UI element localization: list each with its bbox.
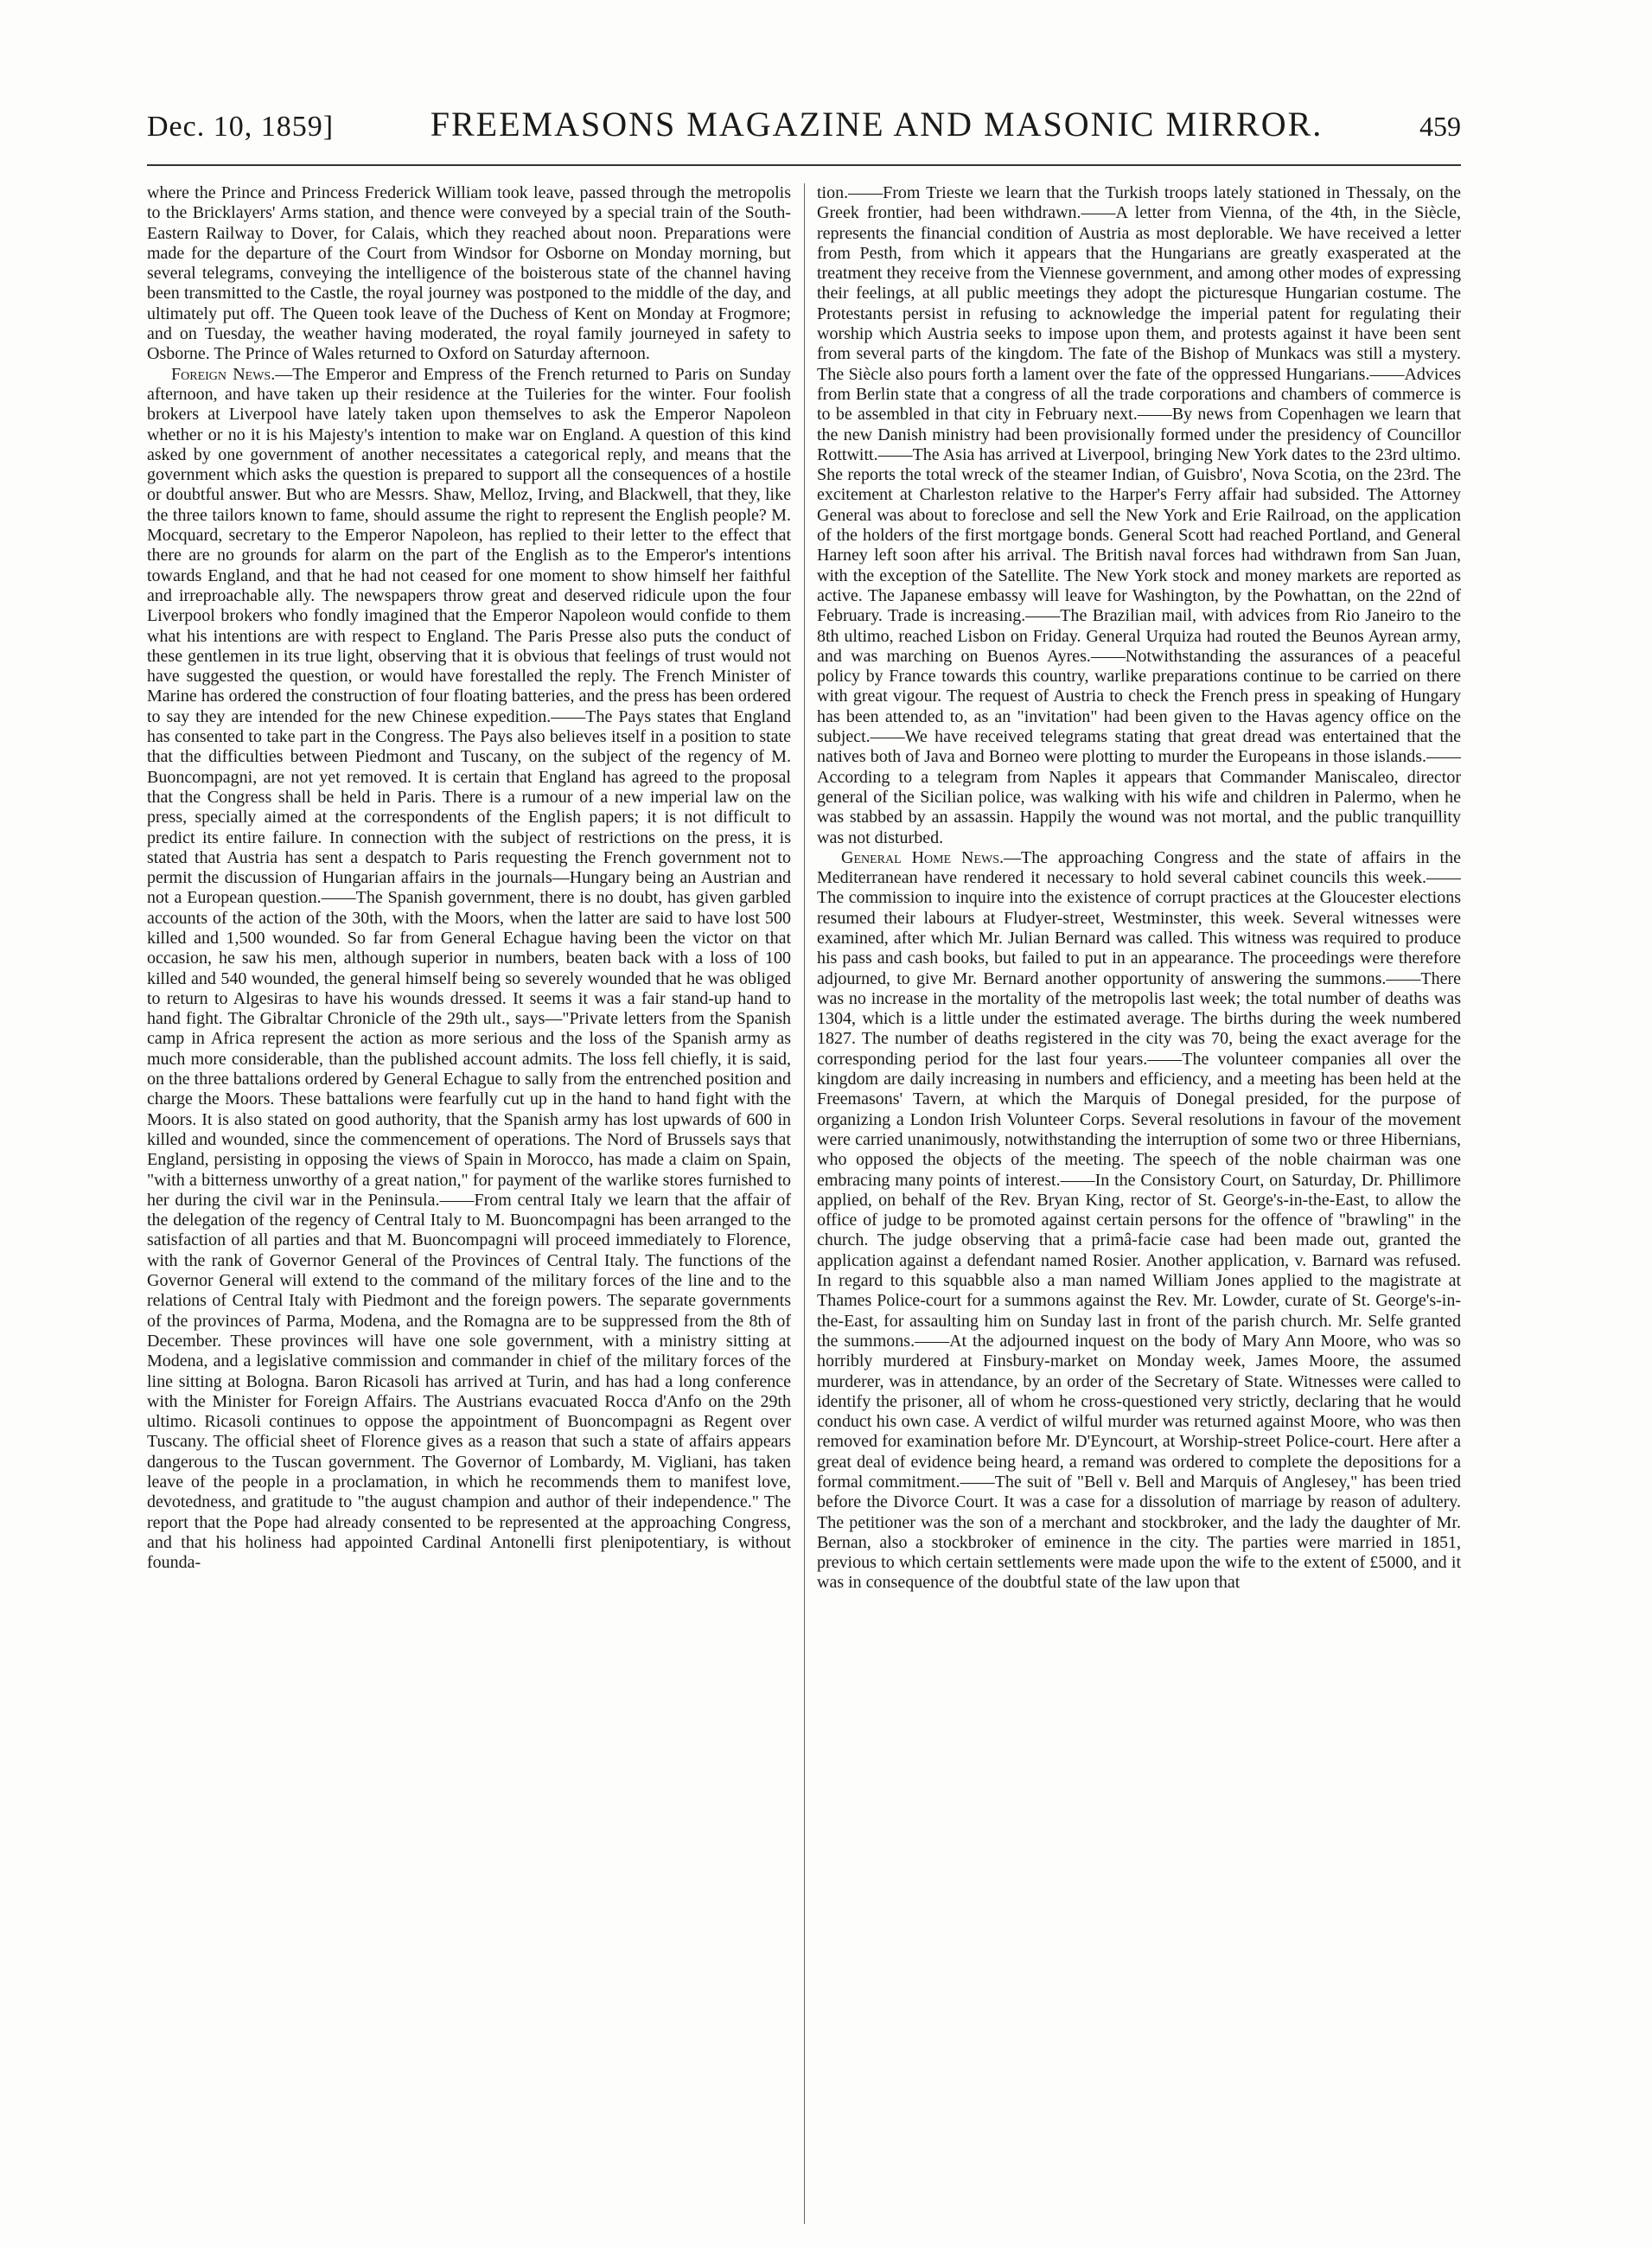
home-news-paragraph <box>817 848 1461 1594</box>
home-news-text: —The approaching Congress and the state of affairs in the Mediterranean have rendered it necessary to hold several cabinet councils this week.——The commission to inquire into the existence of corrupt practices at the Gloucester elections resumed their labours at Fludyer-street, Westminster, this week. Several witnesses were examined, after which Mr. Julian Bernard was called. This witness was required to produce his pass and cash books, but failed to put in an appearance. The proceedings were therefore adjourned, to give Mr. Bernard another opportunity of answering the summons.——There was no increase in the mortality of the metropolis last week; the total number of deaths was 1304, which is a little under the estimated average. The births during the week numbered 1827. The number of deaths registered in the city was 70, being the exact average for the corresponding period for the last four years.——The volunteer companies all over the kingdom are daily increasing in numbers and efficiency, and a meeting has been held at the Freemasons' Tavern, at which the Marquis of Donegal presided, for the purpose of organizing a London Irish Volunteer Corps. Several resolutions in favour of the movement were carried unanimously, notwithstanding the interruption of some two or three Hibernians, who opposed the objects of the meeting. The speech of the noble chairman was one embracing many points of interest.——In the Consistory Court, on Saturday, Dr. Phillimore applied, on behalf of the Rev. Bryan King, rector of St. George's-in-the-East, to allow the office of judge to be promoted against certain persons for the offence of "brawling" in the church. The judge observing that a primâ-facie case had been made out, granted the application against a defendant named Rosier. Another application, v. Barnard was refused. In regard to this squabble also a man named William Jones applied to the magistrate at Thames Police-court for a summons against the Rev. Mr. Lowder, curate of St. George's-in-the-East, for assaulting him on Sunday last in front of the parish church. Mr. Selfe granted the summons.——At the adjourned inquest on the body of Mary Ann Moore, who was so horribly murdered at Finsbury-market on Monday week, James Moore, the assumed murderer, was in attendance, by an order of the Secretary of State. Witnesses were called to identify the prisoner, all of whom he cross-questioned very strictly, declaring that he would conduct his own case. A verdict of wilful murder was returned against Moore, who was then removed for examination before Mr. D'Eyncourt, at Worship-street Police-court. Here after a great deal of evidence being heard, a remand was ordered to complete the depositions for a formal commitment.——The suit of "Bell v. Bell and Marquis of Anglesey," has been tried before the Divorce Court. It was a case for a dissolution of marriage by reason of adultery. The petitioner was the son of a merchant and stockbroker, and the lady the daughter of Mr. Bernan, also a stockbroker of eminence in the city. The parties were married in 1851, previous to which certain settlements were made upon the wife to the extent of £5000, and it was in consequence of the doubtful state of the law upon that <box>817 847 1461 1593</box>
text-columns <box>147 183 1461 2224</box>
home-news-heading: General Home News. <box>841 847 1005 867</box>
court-news-paragraph: where the Prince and Princess Frederick William took leave, passed through the metropolis to the Bricklayers' Arms station, and thence were conveyed by a special train of the South-Eastern Railway to Dover, for Calais, which they reached about noon. Preparations were made for the departure of the Court from Windsor for Osborne on Monday morning, but several telegrams, conveying the intelligence of the boisterous state of the channel having been transmitted to the Castle, the royal journey was postponed to the middle of the day, and ultimately put off. The Queen took leave of the Duchess of Kent on Monday at Frogmore; and on Tuesday, the weather having moderated, the royal family journeyed in safety to Osborne. The Prince of Wales returned to Oxford on Saturday afternoon. <box>147 183 791 364</box>
header-rule <box>147 164 1461 166</box>
foreign-news-paragraph <box>147 365 791 1574</box>
page-header <box>147 104 1461 164</box>
newspaper-page <box>147 104 1461 2224</box>
foreign-news-continued-paragraph: tion.——From Trieste we learn that the Turkish troops lately stationed in Thessaly, on the Greek frontier, had been withdrawn.——A letter from Vienna, of the 4th, in the Siècle, represents the financial condition of Austria as most deplorable. We have received a letter from Pesth, from which it appears that the Hungarians are greatly exasperated at the treatment they receive from the Viennese government, and among other modes of expressing their feelings, at all public meetings they adopt the picturesque Hungarian costume. The Protestants persist in refusing to acknowledge the imperial patent for regulating their worship which Austria seeks to impose upon them, and protests against it have been sent from several parts of the kingdom. The fate of the Bishop of Munkacs was still a mystery. The Siècle also pours forth a lament over the fate of the oppressed Hungarians.——Advices from Berlin state that a congress of all the trade corporations and chambers of commerce is to be assembled in that city in February next.——By news from Copenhagen we learn that the new Danish ministry had been provisionally formed under the presidency of Councillor Rottwitt.——The Asia has arrived at Liverpool, bringing New York dates to the 23rd ultimo. She reports the total wreck of the steamer Indian, of Guisbro', Nova Scotia, on the 23rd. The excitement at Charleston relative to the Harper's Ferry affair had subsided. The Attorney General was about to foreclose and sell the New York and Erie Railroad, on the application of the holders of the first mortgage bonds. General Scott had reached Portland, and General Harney left soon after his arrival. The British naval forces had withdrawn from San Juan, with the exception of the Satellite. The New York stock and money markets are reported as active. The Japanese embassy will leave for Washington, by the Powhattan, on the 22nd of February. Trade is increasing.——The Brazilian mail, with advices from Rio Janeiro to the 8th ultimo, reached Lisbon on Friday. General Urquiza had routed the Beunos Ayrean army, and was marching on Buenos Ayres.——Notwithstanding the assurances of a peaceful policy by France towards this country, warlike preparations continue to be carried on there with great vigour. The request of Austria to check the French press in speaking of Hungary has been attended to, as an "invitation" had been given to the Havas agency office on the subject.——We have received telegrams stating that great dread was entertained that the natives both of Java and Borneo were plotting to murder the Europeans in those islands.——According to a telegram from Naples it appears that Commander Maniscaleo, director general of the Sicilian police, was walking with his wife and children in Palermo, when he was stabbed by an assassin. Happily the wound was not mortal, and the public tranquillity was not disturbed. <box>817 183 1461 847</box>
column-divider <box>804 183 805 2224</box>
publication-title: FREEMASONS MAGAZINE AND MASONIC MIRROR. <box>430 105 1324 144</box>
left-column <box>147 183 791 2224</box>
issue-date: Dec. 10, 1859] <box>147 111 335 143</box>
right-column <box>817 183 1461 2224</box>
page-number: 459 <box>1419 111 1461 142</box>
foreign-news-heading: Foreign News. <box>171 364 276 384</box>
foreign-news-text: —The Emperor and Empress of the French returned to Paris on Sunday afternoon, and have taken up their residence at the Tuileries for the winter. Four foolish brokers at Liverpool have lately taken upon themselves to ask the Emperor Napoleon whether or no it is his Majesty's intention to make war on England. A question of this kind asked by one government of another necessitates a categorical reply, and means that the government which asks the question is prepared to support all the consequences of a hostile or doubtful answer. But who are Messrs. Shaw, Melloz, Irving, and Blackwell, that they, like the three tailors known to fame, should assume the right to represent the English people? M. Mocquard, secretary to the Emperor Napoleon, has replied to their letter to the effect that there are no grounds for alarm on the part of the English as to the Emperor's intentions towards England, and that he had not ceased for one moment to show himself her faithful and irreproachable ally. The newspapers throw great and deserved ridicule upon the four Liverpool brokers who fondly imagined that the Emperor Napoleon would confide to them what his intentions are with respect to England. The Paris Presse also puts the conduct of these gentlemen in its true light, observing that it is obvious that feelings of trust would not have suggested the question, or would have forestalled the reply. The French Minister of Marine has ordered the construction of four floating batteries, and the press has been ordered to say they are intended for the new Chinese expedition.——The Pays states that England has consented to take part in the Congress. The Pays also believes itself in a position to state that the difficulties between Piedmont and Tuscany, on the subject of the regency of M. Buoncompagni, are not yet removed. It is certain that England has agreed to the proposal that the Congress shall be held in Paris. There is a rumour of a new imperial law on the press, specially aimed at the correspondents of the English papers; it is not difficult to predict its entire failure. In connection with the subject of restrictions on the press, it is stated that Austria has sent a despatch to Paris requesting the French government not to permit the discussion of Hungarian affairs in the journals—Hungary being an Austrian and not a European question.——The Spanish government, there is no doubt, has given garbled accounts of the action of the 30th, with the Moors, when the latter are said to have lost 500 killed and 1,500 wounded. So far from General Echague having been the victor on that occasion, he saw his men, although superior in numbers, beaten back with a loss of 100 killed and 540 wounded, the general himself being so severely wounded that he was obliged to return to Algesiras to have his wounds dressed. It seems it was a fair stand-up hand to hand fight. The Gibraltar Chronicle of the 29th ult., says—"Private letters from the Spanish camp in Africa represent the action as more serious and the loss of the Spanish army as much more considerable, than the published account admits. The loss fell chiefly, it is said, on the three battalions ordered by General Echague to sally from the entrenched position and charge the Moors. These battalions were fearfully cut up in the hand to hand fight with the Moors. It is also stated on good authority, that the Spanish army has lost upwards of 600 in killed and wounded, since the commencement of operations. The Nord of Brussels says that England, persisting in opposing the views of Spain in Morocco, has made a claim on Spain, "with a bitterness unworthy of a great nation," for payment of the warlike stores furnished to her during the civil war in the Peninsula.——From central Italy we learn that the affair of the delegation of the regency of Central Italy to M. Buoncompagni has been arranged to the satisfaction of all parties and that M. Buoncompagni will proceed immediately to Florence, with the rank of Governor General of the Provinces of Central Italy. The functions of the Governor General will extend to the command of the military forces of the line and to the relations of Central Italy with Piedmont and the foreign powers. The separate governments of the provinces of Parma, Modena, and the Romagna are to be suppressed from the 8th of December. These provinces will have one sole government, with a ministry sitting at Modena, and a legislative commission and commander in chief of the military forces of the line sitting at Bologna. Baron Ricasoli has arrived at Turin, and has had a long conference with the Minister for Foreign Affairs. The Austrians evacuated Rocca d'Anfo on the 29th ultimo. Ricasoli continues to oppose the appointment of Buoncompagni as Regent over Tuscany. The official sheet of Florence gives as a reason that such a state of affairs appears dangerous to the Tuscan government. The Governor of Lombardy, M. Vigliani, has taken leave of the people in a proclamation, in which he recommends them to manifest love, devotedness, and gratitude to "the august champion and author of their independence." The report that the Pope had already consented to be represented at the approaching Congress, and that his holiness had appointed Cardinal Antonelli first plenipotentiary, is without founda- <box>147 364 791 1573</box>
